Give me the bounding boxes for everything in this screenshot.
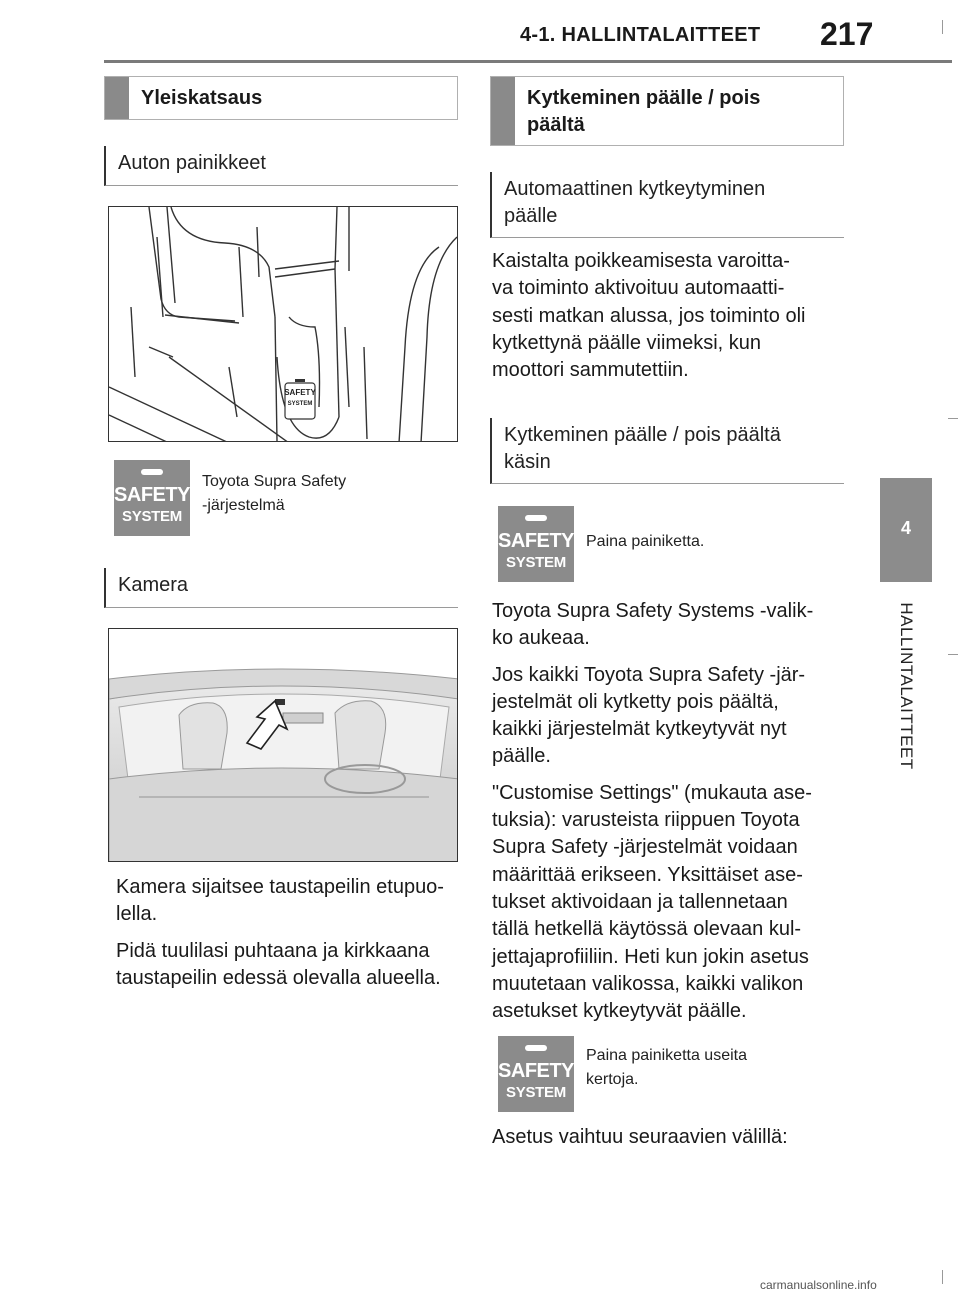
chapter-title: 4-1. HALLINTALAITTEET (520, 24, 761, 46)
text-line: muutetaan valikossa, kaikki valikon (492, 972, 804, 995)
paragraph (492, 780, 842, 1026)
page-number: 217 (820, 16, 874, 52)
text-line: Pidä tuulilasi puhtaana ja kirkkaana (116, 939, 430, 962)
setting-toggle-text: Asetus vaihtuu seuraavien välillä: (492, 1126, 788, 1148)
paragraph (116, 874, 460, 929)
text-line: asetukset kytkeytyvät päälle. (492, 1000, 747, 1023)
safety-system-icon-bar (141, 469, 163, 475)
section-heading-text (527, 85, 833, 139)
icon-caption-press: Paina painiketta. (586, 533, 705, 550)
text-line: kaikki järjestelmät kytkeytyvät nyt (492, 718, 787, 741)
camera-illustration (108, 628, 458, 862)
safety-system-icon-word1: SAFETY (498, 1060, 574, 1082)
section-heading-bar (491, 77, 515, 145)
text-line: päältä (527, 114, 585, 136)
text-line: tuksia): varusteista riippuen Toyota (492, 809, 800, 832)
safety-system-icon-word1: SAFETY (114, 484, 190, 506)
watermark: carmanualsonline.info (760, 1278, 877, 1292)
text-line: jestelmät oli kytketty pois päältä, (492, 690, 779, 713)
paragraph (492, 598, 842, 653)
paragraph (492, 662, 842, 771)
icon-caption-line: Paina painiketta useita (586, 1047, 747, 1064)
crop-mark (948, 418, 958, 419)
section-heading-on-off (490, 76, 844, 146)
text-line: moottori sammutettiin. (492, 359, 689, 382)
text-line: va toiminto aktivoituu automaatti- (492, 277, 785, 300)
text-line: Automaattinen kytkeytyminen (504, 178, 766, 200)
windshield-drawing (109, 629, 458, 862)
text-line: päälle (504, 205, 558, 227)
paragraph (492, 248, 842, 384)
camera-location-text (116, 874, 460, 1001)
safety-system-icon-word2: SYSTEM (122, 508, 182, 525)
text-line: taustapeilin edessä olevalla alueella. (116, 966, 441, 989)
safety-system-icon-word2: SYSTEM (506, 554, 566, 571)
section-heading-bar (105, 77, 129, 119)
safety-system-button-icon (498, 506, 574, 582)
chapter-tab-label: HALLINTALAITTEET (897, 602, 916, 770)
icon-caption-safety (202, 470, 346, 518)
text-line: Kytkeminen päälle / pois päältä (504, 424, 781, 446)
safety-system-icon-bar (525, 515, 547, 521)
subheading-text (504, 422, 781, 476)
console-illustration (108, 206, 458, 442)
safety-system-button-icon (498, 1036, 574, 1112)
section-heading-overview (104, 76, 458, 120)
subheading-manual (490, 418, 844, 484)
icon-caption-line: Toyota Supra Safety (202, 473, 347, 490)
text-line: sesti matkan alussa, jos toiminto oli (492, 304, 806, 327)
text-line: kytkettynä päälle viimeksi, kun (492, 331, 762, 354)
text-line: Toyota Supra Safety Systems -valik- (492, 600, 814, 622)
chapter-tab-number: 4 (900, 518, 911, 538)
text-line: Jos kaikki Toyota Supra Safety -jär- (492, 663, 806, 686)
safety-system-icon-word2: SYSTEM (506, 1084, 566, 1101)
safety-system-button-icon (114, 460, 190, 536)
crop-mark (942, 20, 943, 34)
crop-mark (948, 654, 958, 655)
icon-caption-press-multiple (586, 1044, 747, 1092)
crop-mark (942, 1270, 943, 1284)
text-line: lella. (116, 903, 158, 926)
text-line: tukset aktivoidaan ja tallennetaan (492, 890, 788, 913)
paragraph (116, 938, 460, 993)
subheading-text: Kamera (118, 574, 189, 596)
text-line: ko aukeaa. (492, 627, 590, 650)
subheading-text: Auton painikkeet (118, 152, 266, 174)
text-line: Kytkeminen päälle / pois (527, 87, 761, 109)
manual-activation-text (492, 598, 842, 1034)
console-drawing (109, 207, 458, 442)
safety-system-icon-bar (525, 1045, 547, 1051)
text-line: Kamera sijaitsee taustapeilin etupuo- (116, 876, 444, 898)
console-button-label-line1: SAFETY (284, 388, 316, 397)
text-line: Supra Safety -järjestelmät voidaan (492, 836, 798, 859)
section-heading-text: Yleiskatsaus (141, 87, 263, 109)
header-rule (104, 60, 952, 63)
subheading-text (504, 176, 765, 230)
text-line: käsin (504, 451, 551, 473)
icon-caption-line: kertoja. (586, 1071, 639, 1088)
subheading-car-buttons (104, 146, 458, 186)
subheading-automatic (490, 172, 844, 238)
text-line: päälle. (492, 745, 551, 768)
text-line: "Customise Settings" (mukauta ase- (492, 781, 812, 804)
automatic-activation-text (492, 248, 842, 393)
safety-system-icon-word1: SAFETY (498, 530, 574, 552)
text-line: jettajaprofiiliin. Heti kun jokin asetus (492, 945, 809, 968)
console-button-label-line2: SYSTEM (287, 401, 313, 407)
console-button-bar (295, 379, 305, 382)
text-line: Kaistalta poikkeamisesta varoitta- (492, 250, 790, 272)
subheading-camera (104, 568, 458, 608)
icon-caption-line: -järjestelmä (202, 497, 285, 514)
text-line: määrittää erikseen. Yksittäiset ase- (492, 863, 803, 886)
text-line: tällä hetkellä käytössä olevaan kul- (492, 918, 802, 941)
